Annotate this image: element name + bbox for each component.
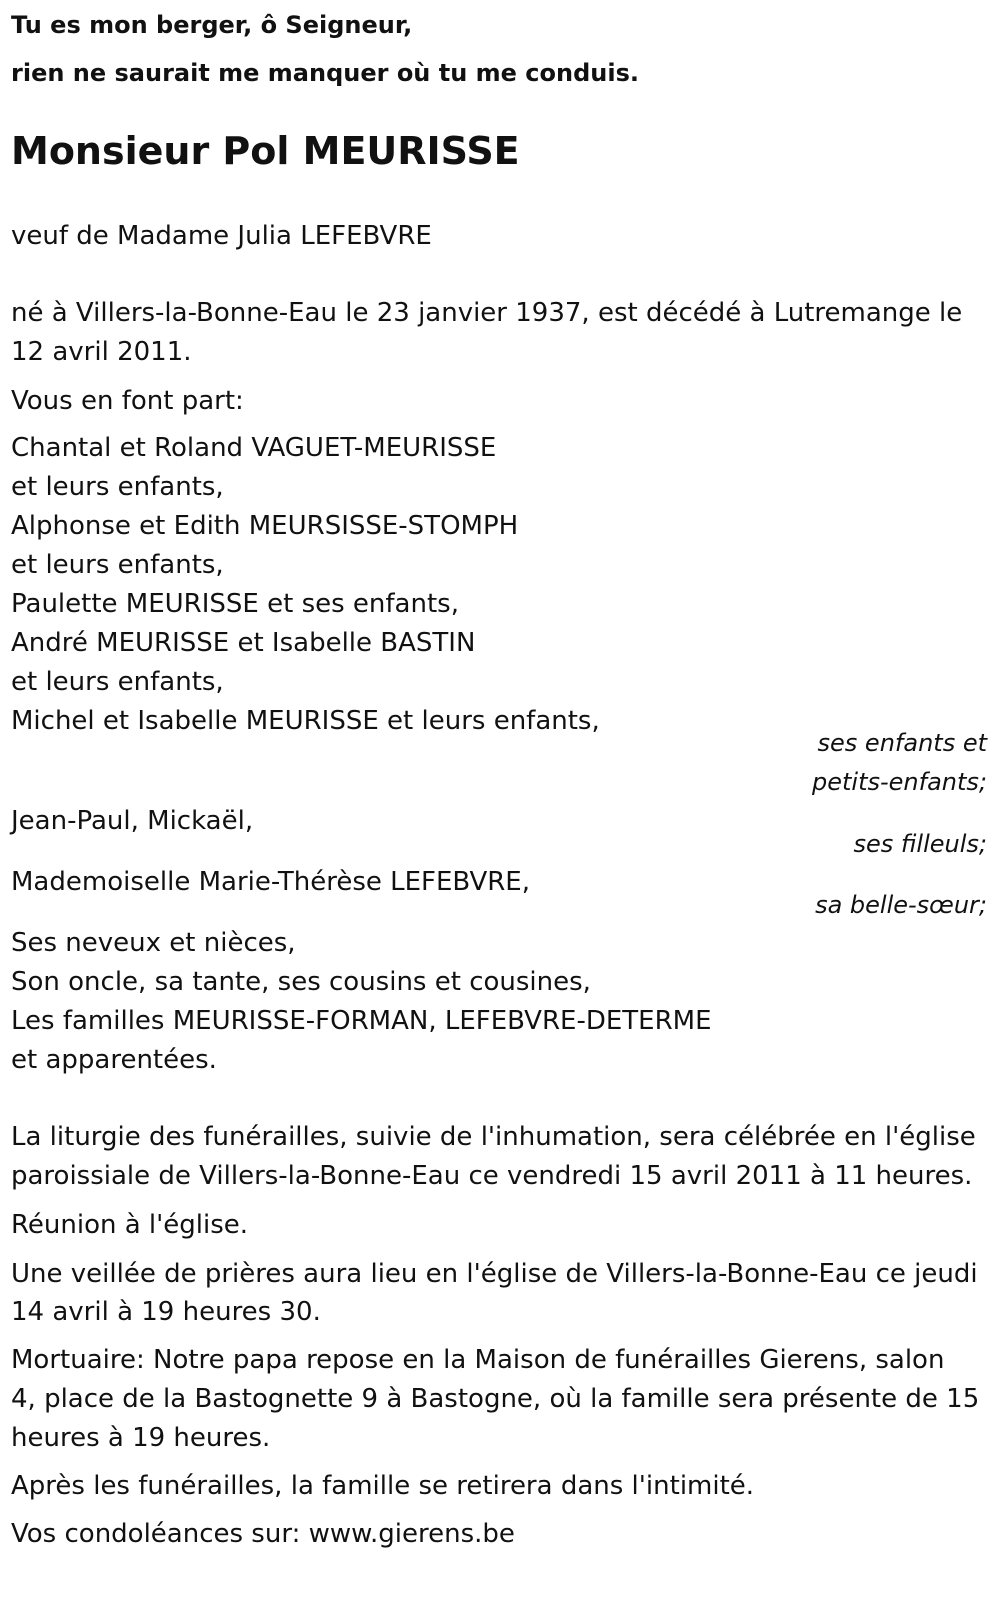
godchildren: Jean-Paul, Mickaël, [11,806,254,836]
other-relatives-line: et apparentées. [11,1045,217,1075]
children-relation-line-2: petits-enfants; [812,768,987,796]
verse-line-1: Tu es mon berger, ô Seigneur, [11,11,413,39]
children-line: Alphonse et Edith MEURSISSE-STOMPH [11,511,519,541]
children-line: et leurs enfants, [11,550,224,580]
liturgy-line-2: paroissiale de Villers-la-Bonne-Eau ce vendredi 15 avril 2011 à 11 heures. [11,1161,973,1191]
birth-death-line-1: né à Villers-la-Bonne-Eau le 23 janvier 1937, est décédé à Lutremange le [11,298,963,328]
children-line: et leurs enfants, [11,667,224,697]
condolences: Vos condoléances sur: www.gierens.be [11,1519,515,1549]
sister-in-law-relation: sa belle-sœur; [815,891,987,919]
meeting-place: Réunion à l'église. [11,1210,249,1240]
vigil-line-2: 14 avril à 19 heures 30. [11,1297,321,1327]
other-relatives-line: Son oncle, sa tante, ses cousins et cousines, [11,967,591,997]
liturgy-line-1: La liturgie des funérailles, suivie de l'inhumation, sera célébrée en l'église [11,1122,976,1152]
announcers-intro: Vous en font part: [11,386,244,416]
godchildren-relation: ses filleuls; [853,830,987,858]
children-relation-line-1: ses enfants et [817,729,987,757]
deceased-name: Monsieur Pol MEURISSE [11,129,520,173]
verse-line-2: rien ne saurait me manquer où tu me conduis. [11,59,639,87]
children-line: André MEURISSE et Isabelle BASTIN [11,628,476,658]
children-line: et leurs enfants, [11,472,224,502]
children-line: Paulette MEURISSE et ses enfants, [11,589,459,619]
vigil-line-1: Une veillée de prières aura lieu en l'église de Villers-la-Bonne-Eau ce jeudi [11,1259,978,1289]
other-relatives-line: Les familles MEURISSE-FORMAN, LEFEBVRE-DETERME [11,1006,712,1036]
other-relatives-line: Ses neveux et nièces, [11,928,296,958]
children-line: Chantal et Roland VAGUET-MEURISSE [11,433,497,463]
after-funeral: Après les funérailles, la famille se retirera dans l'intimité. [11,1471,755,1501]
children-line: Michel et Isabelle MEURISSE et leurs enfants, [11,706,600,736]
birth-death-line-2: 12 avril 2011. [11,337,192,367]
mortuary-line-2: 4, place de la Bastognette 9 à Bastogne, où la famille sera présente de 15 [11,1384,980,1414]
sister-in-law: Mademoiselle Marie-Thérèse LEFEBVRE, [11,867,530,897]
mortuary-line-3: heures à 19 heures. [11,1423,271,1453]
mortuary-line-1: Mortuaire: Notre papa repose en la Maison de funérailles Gierens, salon [11,1345,945,1375]
widow-of: veuf de Madame Julia LEFEBVRE [11,221,432,251]
